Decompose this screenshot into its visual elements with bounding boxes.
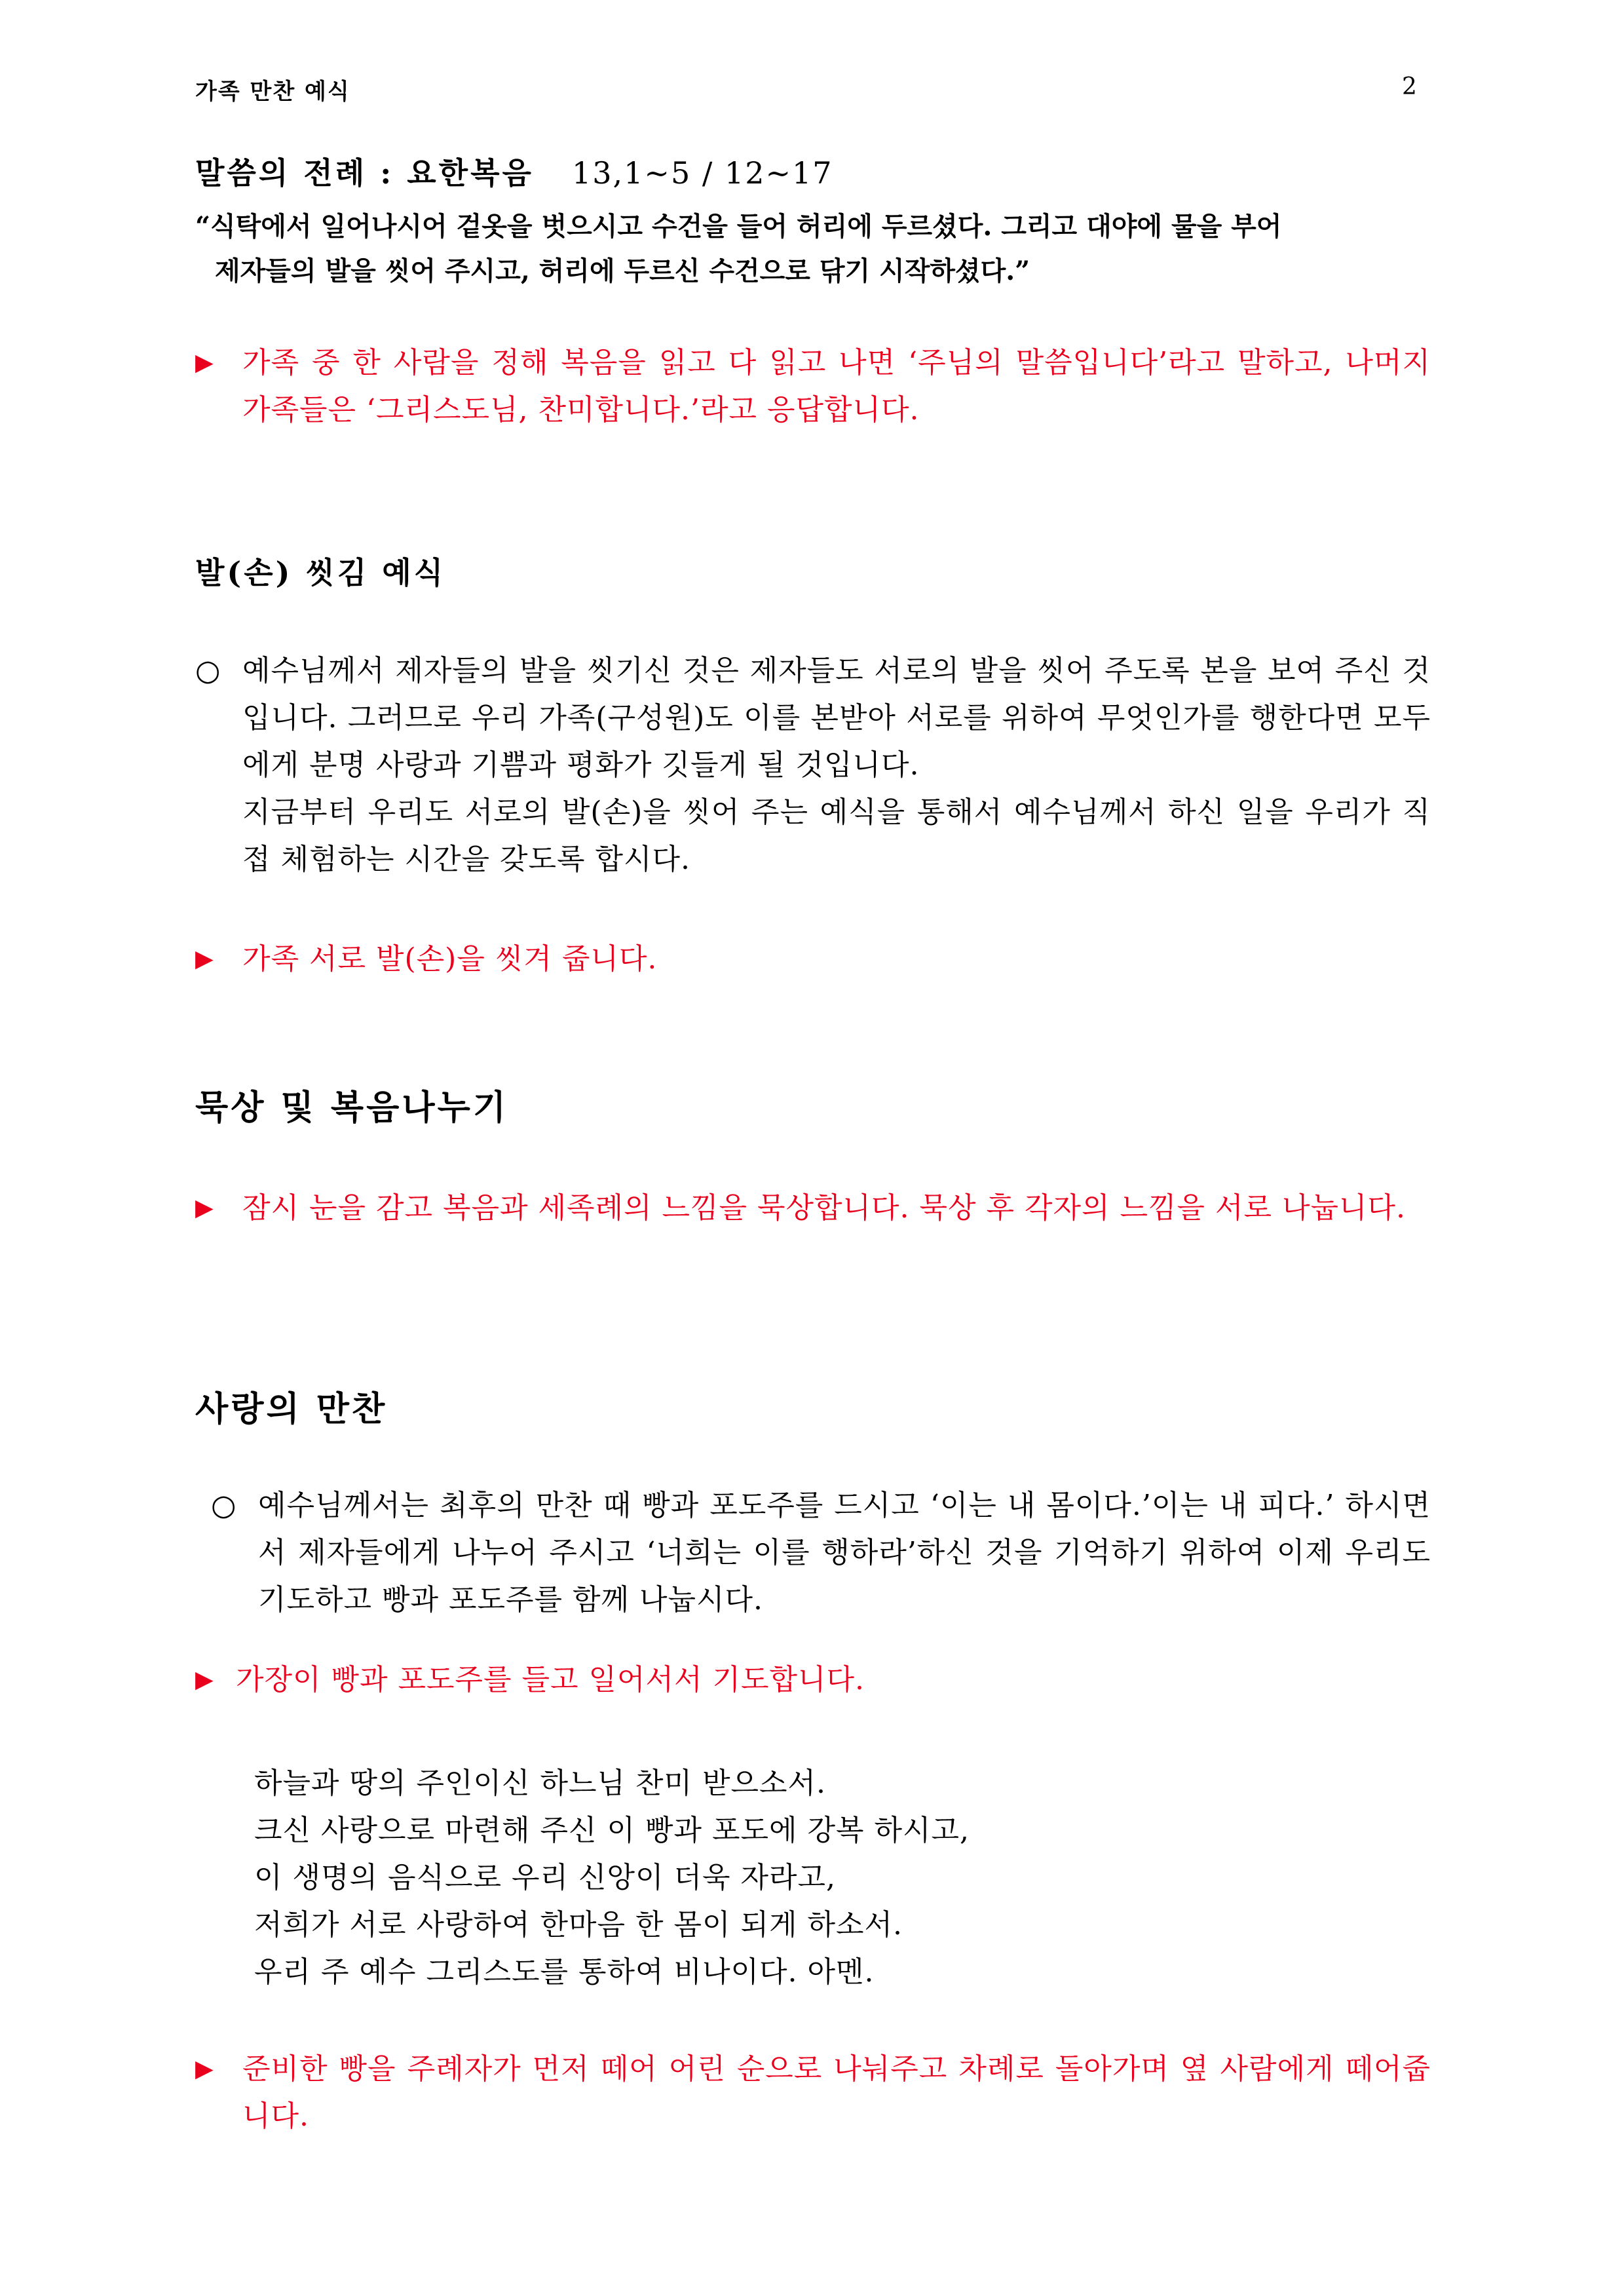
circle-bullet-icon: ○ xyxy=(211,1489,237,1522)
washing-instruction xyxy=(195,936,1431,983)
gospel-quote xyxy=(195,204,1431,294)
prayer-line: 저희가 서로 사랑하여 한마음 한 몸이 되게 하소서. xyxy=(254,1908,903,1942)
reading-instruction-text: 가족 중 한 사람을 정해 복음을 읽고 다 읽고 나면 ‘주님의 말씀입니다’라고 말하고, 나머지 가족들은 ‘그리스도님, 찬미합니다.’라고 응답합니다. xyxy=(242,346,1431,427)
triangle-bullet-icon: ▶ xyxy=(195,946,214,972)
gospel-quote-line-2: 제자들의 발을 씻어 주시고, 허리에 두르신 수건으로 닦기 시작하셨다.” xyxy=(215,256,1030,286)
final-instruction-text: 준비한 빵을 주례자가 먼저 떼어 어린 순으로 나눠주고 차례로 돌아가며 옆 사람에게 떼어줍니다. xyxy=(242,2052,1431,2133)
final-instruction xyxy=(195,2046,1431,2140)
reading-heading-book: 요한복음 xyxy=(407,155,534,191)
gospel-quote-line-1: “식탁에서 일어나시어 겉옷을 벗으시고 수건을 들어 허리에 두르셨다. 그리고 대야에 물을 부어 xyxy=(195,211,1282,242)
washing-paragraph-text-2: 지금부터 우리도 서로의 발(손)을 씻어 주는 예식을 통해서 예수님께서 하신 일을 우리가 직접 체험하는 시간을 갖도록 합시다. xyxy=(242,795,1431,876)
triangle-bullet-icon: ▶ xyxy=(195,2056,214,2082)
washing-instruction-text: 가족 서로 발(손)을 씻겨 줍니다. xyxy=(242,942,658,976)
reading-heading xyxy=(195,149,833,193)
circle-bullet-icon: ○ xyxy=(195,654,221,687)
triangle-bullet-icon: ▶ xyxy=(195,349,214,376)
washing-paragraph-text: 예수님께서 제자들의 발을 씻기신 것은 제자들도 서로의 발을 씻어 주도록 본을 보여 주신 것입니다. 그러므로 우리 가족(구성원)도 이를 본받아 서로를 위하여 무엇인가를 행한다면 모두에게 분명 사랑과 기쁨과 평화가 깃들게 될 것입니다. xyxy=(242,654,1431,782)
supper-instruction xyxy=(195,1656,1431,1704)
prayer-line: 하늘과 땅의 주인이신 하느님 찬미 받으소서. xyxy=(254,1767,826,1800)
reading-heading-label: 말씀의 전례 : xyxy=(195,155,394,191)
triangle-bullet-icon: ▶ xyxy=(195,1666,214,1693)
prayer-line: 우리 주 예수 그리스도를 통하여 비나이다. 아멘. xyxy=(254,1955,875,1989)
prayer-line: 크신 사랑으로 마련해 주신 이 빵과 포도에 강복 하시고, xyxy=(254,1814,970,1847)
triangle-bullet-icon: ▶ xyxy=(195,1195,214,1221)
washing-heading: 발(손) 씻김 예식 xyxy=(195,555,446,590)
supper-paragraph xyxy=(211,1482,1431,1624)
prayer-text xyxy=(254,1760,1368,1996)
header-title: 가족 만찬 예식 xyxy=(195,79,350,105)
reading-instruction xyxy=(195,339,1431,434)
meditation-instruction-text: 잠시 눈을 감고 복음과 세족례의 느낌을 묵상합니다. 묵상 후 각자의 느낌을 서로 나눕니다. xyxy=(242,1191,1406,1225)
meditation-heading: 묵상 및 복음나누기 xyxy=(195,1088,509,1128)
supper-paragraph-text: 예수님께서는 최후의 만찬 때 빵과 포도주를 드시고 ‘이는 내 몸이다.’이는 내 피다.’ 하시면서 제자들에게 나누어 주시고 ‘너희는 이를 행하라’하신 것을 기억하기 위하여 이제 우리도 기도하고 빵과 포도주를 함께 나눕시다. xyxy=(258,1489,1431,1617)
supper-heading: 사랑의 만찬 xyxy=(195,1389,388,1429)
prayer-line: 이 생명의 음식으로 우리 신앙이 더욱 자라고, xyxy=(254,1861,836,1894)
reading-reference: 13,1~5 / 12~17 xyxy=(571,155,833,191)
washing-paragraph xyxy=(195,647,1431,883)
page-number: 2 xyxy=(1402,73,1417,100)
supper-instruction-text: 가장이 빵과 포도주를 들고 일어서서 기도합니다. xyxy=(236,1663,865,1696)
meditation-instruction xyxy=(195,1185,1431,1232)
